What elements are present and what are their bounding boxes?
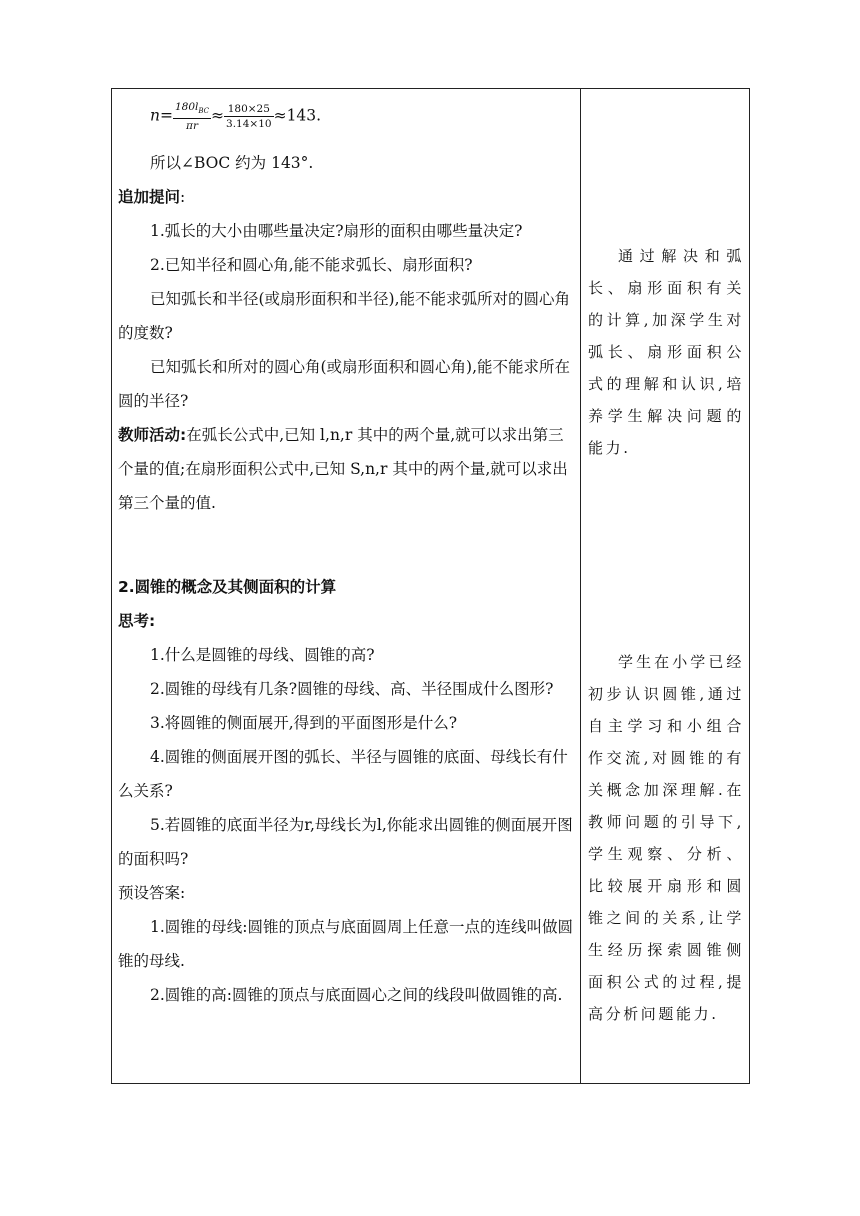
side-note-1: 通过解决和弧长、扇形面积有关的计算,加深学生对弧长、扇形面积公式的理解和认识,培养学生解决问题的能力. [588,247,744,457]
answer-1: 1.圆锥的母线:圆锥的顶点与底面圆周上任意一点的连线叫做圆锥的母线. [118,918,574,970]
teacher-activity: 教师活动:在弧长公式中,已知 l,n,r 其中的两个量,就可以求出第三个量的值;在扇形面积公式中,已知 S,n,r 其中的两个量,就可以求出第三个量的值. [118,426,568,512]
formula [118,100,574,146]
followup-q4: 已知弧长和所对的圆心角(或扇形面积和圆心角),能不能求所在圆的半径? [118,358,571,410]
followup-heading: 追加提问: [118,188,186,206]
answer-2: 2.圆锥的高:圆锥的顶点与底面圆心之间的线段叫做圆锥的高. [150,986,563,1004]
think-label: 思考: [118,612,156,630]
side-note-2: 学生在小学已经初步认识圆锥,通过自主学习和小组合作交流,对圆锥的有关概念加深理解.在教师问题的引导下,学生观察、分析、比较展开扇形和圆锥之间的关系,让学生经历探索圆锥侧面积公式的过程,提高分析问题能力. [588,653,744,1023]
followup-q2: 2.已知半径和圆心角,能不能求弧长、扇形面积? [150,256,473,274]
formula-fraction-2: $\frac{180\times 25}{3.14\times 10}$ [226,103,272,131]
think-q3: 3.将圆锥的侧面展开,得到的平面图形是什么? [150,714,458,732]
conclusion: 所以∠BOC 约为 143°. [150,154,314,172]
think-q4: 4.圆锥的侧面展开图的弧长、半径与圆锥的底面、母线长有什么关系? [118,748,568,800]
followup-q3: 已知弧长和半径(或扇形面积和半径),能不能求弧所对的圆心角的度数? [118,290,571,342]
formula-fraction-1: $\frac{180l_{BC}}{\pi r}$ [174,101,210,133]
formula-lhs: n= [150,106,173,125]
think-q2: 2.圆锥的母线有几条?圆锥的母线、高、半径围成什么图形? [150,680,554,698]
formula-result: ≈143. [273,106,322,125]
main-column [118,100,574,1012]
answer-label: 预设答案: [118,884,186,902]
think-q5: 5.若圆锥的底面半径为r,母线长为l,你能求出圆锥的侧面展开图的面积吗? [118,816,573,868]
column-divider [580,88,581,1084]
formula-approx: ≈ [211,106,225,125]
section2-title: 2.圆锥的概念及其侧面积的计算 [118,578,337,596]
followup-q1: 1.弧长的大小由哪些量决定?扇形的面积由哪些量决定? [150,222,523,240]
think-q1: 1.什么是圆锥的母线、圆锥的高? [150,646,375,664]
